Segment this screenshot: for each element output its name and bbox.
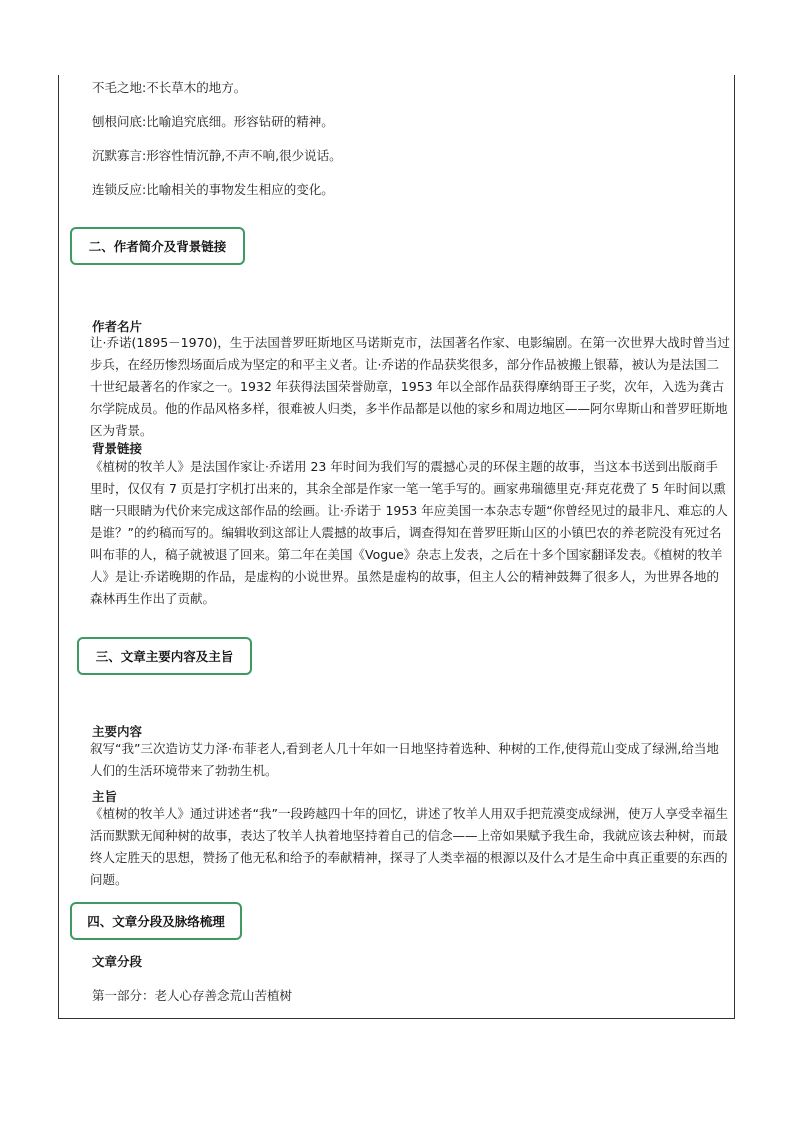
background-text: 《植树的牧羊人》是法国作家让·乔诺用 23 年时间为我们写的震撼心灵的环保主题的故事，当这本书送到出版商手里时，仅仅有 7 页是打字机打出来的，其余全部是作家一笔一笔手写的。画家弗瑞德里克·拜克花费了 5 年时间以熏瞎一只眼睛为代价来完成这部作品的绘画。让·乔诺于 1953 年应美国一本杂志专题“你曾经见过的最非凡、难忘的人是谁？”的约稿而写的。编辑收到这部让人震撼的故事后，调查得知在普罗旺斯山区的小镇巴农的养老院没有死过名叫布菲的人，稿子就被退了回来。第二年在美国《Vogue》杂志上发表，之后在十多个国家翻译发表。《植树的牧羊人》是让·乔诺晚期的作品，是虚构的小说世界。虽然是虚构的故事，但主人公的精神鼓舞了很多人，为世界各地的森林再生作出了贡献。: [90, 459, 728, 606]
section-heading-main-content: 三、文章主要内容及主旨: [77, 637, 252, 675]
term-line: 连锁反应:比喻相关的事物发生相应的变化。: [92, 182, 334, 197]
segment-part-one: 第一部分：老人心存善念荒山苦植树: [92, 988, 293, 1003]
term-line: 沉默寡言:形容性情沉静,不声不响,很少说话。: [92, 148, 342, 163]
author-card-heading: 作者名片: [92, 319, 143, 334]
term-line: 不毛之地:不长草木的地方。: [92, 80, 247, 95]
section-heading-segmentation: 四、文章分段及脉络梳理: [70, 902, 242, 940]
theme-heading: 主旨: [92, 789, 118, 804]
section-heading-author-background: 二、作者简介及背景链接: [70, 227, 245, 265]
segment-heading: 文章分段: [92, 954, 143, 969]
main-content-heading: 主要内容: [92, 724, 143, 739]
main-content-text: 叙写“我”三次造访艾力泽·布菲老人,看到老人几十年如一日地坚持着选种、种树的工作,使得荒山变成了绿洲,给当地人们的生活环境带来了勃勃生机。: [90, 741, 719, 778]
author-card-text: 让·乔诺(1895－1970)，生于法国普罗旺斯地区马诺斯克市，法国著名作家、电影编剧。在第一次世界大战时曾当过步兵，在经历惨烈场面后成为坚定的和平主义者。让·乔诺的作品获奖很多，部分作品被搬上银幕，被认为是法国二十世纪最著名的作家之一。1932 年获得法国荣誉勋章，1953 年以全部作品获得摩纳哥王子奖，次年，入选为龚古尔学院成员。他的作品风格多样，很难被人归类，多半作品都是以他的家乡和周边地区——阿尔卑斯山和普罗旺斯地区为背景。: [90, 335, 730, 438]
theme-text: 《植树的牧羊人》通过讲述者“我”一段跨越四十年的回忆，讲述了牧羊人用双手把荒漠变成绿洲，使万人享受幸福生活而默默无闻种树的故事，表达了牧羊人执着地坚持着自己的信念——上帝如果赋予我生命，我就应该去种树，而最终人定胜天的思想，赞扬了他无私和给予的奉献精神，探寻了人类幸福的根源以及什么才是生命中真正重要的东西的问题。: [90, 806, 728, 887]
background-heading: 背景链接: [92, 441, 143, 456]
term-line: 刨根问底:比喻追究底细。形容钻研的精神。: [92, 114, 334, 129]
